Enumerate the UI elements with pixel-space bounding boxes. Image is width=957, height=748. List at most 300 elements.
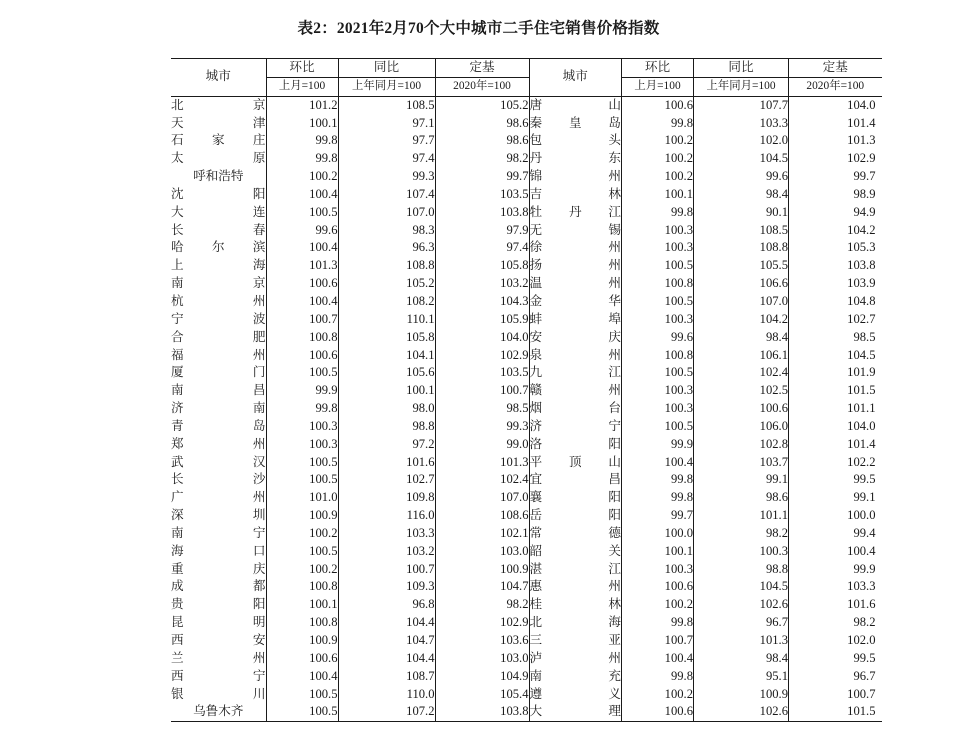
cell-mom: 100.5 xyxy=(266,686,338,704)
table-row xyxy=(171,275,529,293)
cell-base: 105.8 xyxy=(435,257,529,275)
cell-yoy: 102.7 xyxy=(338,471,435,489)
city-name: 天津 xyxy=(171,115,266,130)
table-row xyxy=(171,703,529,721)
cell-city xyxy=(171,204,266,222)
cell-yoy: 105.6 xyxy=(338,364,435,382)
cell-base: 102.0 xyxy=(847,633,876,647)
table-row xyxy=(171,614,529,632)
cell-yoy: 97.4 xyxy=(338,150,435,168)
cell-city xyxy=(171,650,266,668)
cell-mom: 100.0 xyxy=(622,525,694,543)
cell-yoy: 103.3 xyxy=(694,115,789,133)
cell-yoy: 107.0 xyxy=(694,293,789,311)
table-row xyxy=(171,507,529,525)
cell-mom: 100.1 xyxy=(622,186,694,204)
cell-city xyxy=(530,686,622,704)
cell-base: 105.3 xyxy=(847,240,876,255)
cell-mom: 100.7 xyxy=(622,632,694,650)
cell-base: 97.4 xyxy=(435,239,529,257)
table-row xyxy=(530,418,882,436)
city-name: 惠州 xyxy=(529,579,621,594)
table-row xyxy=(530,525,882,543)
cell-base: 101.3 xyxy=(435,454,529,472)
cell-yoy: 102.5 xyxy=(694,382,789,400)
table-row xyxy=(171,596,529,614)
cell-mom: 100.6 xyxy=(266,347,338,365)
cell-mom: 100.4 xyxy=(266,668,338,686)
table-row xyxy=(171,471,529,489)
cell-yoy: 107.0 xyxy=(338,204,435,222)
city-name: 遵义 xyxy=(529,686,621,701)
cell-yoy: 96.8 xyxy=(338,596,435,614)
cell-mom: 99.8 xyxy=(622,489,694,507)
cell-yoy: 110.1 xyxy=(338,311,435,329)
cell-yoy: 102.4 xyxy=(694,364,789,382)
cell-city xyxy=(171,293,266,311)
cell-city xyxy=(171,96,266,114)
cell-base: 105.4 xyxy=(435,686,529,704)
cell-yoy: 108.8 xyxy=(338,257,435,275)
cell-mom: 101.3 xyxy=(266,257,338,275)
table-row xyxy=(171,96,529,114)
cell-city xyxy=(530,454,622,472)
cell-city xyxy=(171,454,266,472)
city-name: 三亚 xyxy=(529,633,621,647)
cell-mom: 99.8 xyxy=(622,614,694,632)
cell-yoy: 97.1 xyxy=(338,115,435,133)
city-name: 成都 xyxy=(171,579,266,594)
cell-yoy: 107.2 xyxy=(338,703,435,721)
city-name: 泉州 xyxy=(529,347,621,362)
cell-city xyxy=(171,329,266,347)
cell-yoy: 97.7 xyxy=(338,132,435,150)
cell-city xyxy=(530,400,622,418)
table-row xyxy=(171,489,529,507)
city-name: 襄阳 xyxy=(529,490,621,505)
cell-mom: 99.6 xyxy=(622,329,694,347)
cell-yoy: 107.7 xyxy=(694,96,789,114)
cell-base: 99.5 xyxy=(853,472,876,487)
cell-base: 98.6 xyxy=(435,132,529,150)
city-name: 广州 xyxy=(171,490,266,505)
table-row xyxy=(530,382,882,400)
table-row xyxy=(171,329,529,347)
city-name: 昆明 xyxy=(171,615,266,630)
cell-yoy: 98.2 xyxy=(694,525,789,543)
price-index-table-right xyxy=(530,58,882,722)
cell-city xyxy=(530,364,622,382)
table-row xyxy=(530,115,882,133)
cell-base: 104.8 xyxy=(847,293,876,308)
cell-city xyxy=(171,115,266,133)
cell-city xyxy=(530,507,622,525)
cell-city xyxy=(530,168,622,186)
cell-mom: 99.8 xyxy=(266,132,338,150)
cell-yoy: 109.8 xyxy=(338,489,435,507)
city-name: 呼和浩特 xyxy=(193,169,244,184)
city-name: 韶关 xyxy=(529,543,621,558)
table-row xyxy=(171,418,529,436)
city-name: 宜昌 xyxy=(529,472,621,487)
table-row xyxy=(171,222,529,240)
table-row xyxy=(530,293,882,311)
header-sub-mom-right: 上月=100 xyxy=(622,77,694,96)
cell-mom: 100.6 xyxy=(622,578,694,596)
cell-yoy: 98.6 xyxy=(694,489,789,507)
cell-mom: 100.3 xyxy=(622,382,694,400)
table-header-right xyxy=(530,59,882,97)
cell-base: 104.0 xyxy=(847,418,876,433)
cell-mom: 100.8 xyxy=(622,275,694,293)
cell-base: 100.0 xyxy=(847,508,876,523)
cell-city xyxy=(171,543,266,561)
cell-base: 102.9 xyxy=(435,347,529,365)
table-row xyxy=(530,204,882,222)
cell-mom: 100.9 xyxy=(266,632,338,650)
cell-mom: 100.5 xyxy=(266,543,338,561)
cell-base: 103.2 xyxy=(435,275,529,293)
cell-mom: 100.2 xyxy=(266,525,338,543)
table-row xyxy=(530,632,882,650)
header-sub-base-left: 2020年=100 xyxy=(435,77,529,96)
cell-mom: 100.9 xyxy=(266,507,338,525)
table-row xyxy=(171,364,529,382)
cell-mom: 100.3 xyxy=(622,311,694,329)
cell-base: 102.1 xyxy=(435,525,529,543)
cell-mom: 100.6 xyxy=(622,96,694,114)
table-row xyxy=(530,668,882,686)
cell-city xyxy=(530,115,622,133)
cell-base: 104.0 xyxy=(435,329,529,347)
cell-yoy: 103.3 xyxy=(338,525,435,543)
cell-yoy: 106.1 xyxy=(694,347,789,365)
table-row xyxy=(530,454,882,472)
cell-base: 103.8 xyxy=(435,703,529,721)
cell-mom: 100.1 xyxy=(266,596,338,614)
city-name: 南充 xyxy=(529,668,621,683)
city-name: 吉林 xyxy=(529,186,621,201)
cell-mom: 100.6 xyxy=(622,703,694,721)
cell-city xyxy=(171,471,266,489)
cell-city xyxy=(171,561,266,579)
cell-mom: 100.4 xyxy=(622,650,694,668)
cell-yoy: 104.2 xyxy=(694,311,789,329)
cell-city xyxy=(171,132,266,150)
table-row xyxy=(530,96,882,114)
cell-base: 97.9 xyxy=(435,222,529,240)
cell-base: 102.7 xyxy=(847,311,876,326)
cell-base: 101.6 xyxy=(847,597,876,612)
city-name: 兰州 xyxy=(171,650,266,665)
table-row xyxy=(530,436,882,454)
cell-base: 98.9 xyxy=(853,186,876,201)
city-name: 太原 xyxy=(171,151,266,166)
table-row xyxy=(171,293,529,311)
cell-city xyxy=(171,686,266,704)
cell-city xyxy=(171,668,266,686)
cell-mom: 100.5 xyxy=(266,454,338,472)
cell-mom: 100.7 xyxy=(266,311,338,329)
cell-base: 98.5 xyxy=(435,400,529,418)
city-name: 南昌 xyxy=(171,383,266,398)
table-row xyxy=(530,543,882,561)
cell-yoy: 104.4 xyxy=(338,650,435,668)
cell-mom: 100.2 xyxy=(622,168,694,186)
cell-city xyxy=(171,418,266,436)
city-name: 秦皇岛 xyxy=(529,115,621,130)
table-row xyxy=(530,222,882,240)
cell-city xyxy=(530,471,622,489)
cell-city xyxy=(530,436,622,454)
table-row xyxy=(530,650,882,668)
cell-city xyxy=(171,525,266,543)
cell-base: 102.9 xyxy=(847,151,876,166)
city-name: 海口 xyxy=(171,543,266,558)
table-row xyxy=(530,400,882,418)
cell-yoy: 105.5 xyxy=(694,257,789,275)
cell-city xyxy=(530,311,622,329)
cell-yoy: 102.6 xyxy=(694,703,789,721)
cell-yoy: 110.0 xyxy=(338,686,435,704)
cell-mom: 100.8 xyxy=(622,347,694,365)
cell-city xyxy=(171,168,266,186)
city-name: 合肥 xyxy=(171,329,266,344)
table-row xyxy=(530,329,882,347)
cell-yoy: 106.6 xyxy=(694,275,789,293)
cell-yoy: 108.5 xyxy=(694,222,789,240)
table-row xyxy=(530,150,882,168)
table-row xyxy=(171,186,529,204)
table-row xyxy=(171,578,529,596)
cell-mom: 100.5 xyxy=(622,418,694,436)
cell-mom: 100.5 xyxy=(622,293,694,311)
cell-mom: 99.8 xyxy=(266,150,338,168)
cell-city xyxy=(530,329,622,347)
cell-mom: 100.2 xyxy=(266,168,338,186)
cell-mom: 99.9 xyxy=(622,436,694,454)
header-group-mom-left: 环比 xyxy=(266,59,338,78)
city-name: 哈尔滨 xyxy=(171,240,266,255)
cell-mom: 100.2 xyxy=(622,686,694,704)
cell-yoy: 105.8 xyxy=(338,329,435,347)
cell-mom: 100.3 xyxy=(266,418,338,436)
cell-city xyxy=(171,632,266,650)
cell-city xyxy=(171,364,266,382)
cell-base: 104.0 xyxy=(789,96,882,114)
cell-mom: 100.3 xyxy=(622,239,694,257)
cell-yoy: 105.2 xyxy=(338,275,435,293)
cell-mom: 100.3 xyxy=(266,436,338,454)
cell-base: 103.6 xyxy=(435,632,529,650)
cell-city xyxy=(530,347,622,365)
cell-base: 103.8 xyxy=(847,258,876,273)
cell-base: 103.5 xyxy=(435,364,529,382)
table-row xyxy=(171,436,529,454)
cell-city xyxy=(530,222,622,240)
table-row xyxy=(530,275,882,293)
cell-mom: 100.2 xyxy=(622,132,694,150)
city-name: 福州 xyxy=(171,347,266,362)
cell-yoy: 109.3 xyxy=(338,578,435,596)
cell-mom: 101.0 xyxy=(266,489,338,507)
table-row xyxy=(530,614,882,632)
cell-yoy: 99.6 xyxy=(694,168,789,186)
cell-base: 94.9 xyxy=(853,204,876,219)
city-name: 长春 xyxy=(171,222,266,237)
cell-yoy: 99.1 xyxy=(694,471,789,489)
cell-base: 102.9 xyxy=(435,614,529,632)
cell-city xyxy=(530,543,622,561)
table-row xyxy=(530,186,882,204)
cell-yoy: 104.5 xyxy=(694,150,789,168)
city-name: 北海 xyxy=(529,615,621,630)
cell-yoy: 108.7 xyxy=(338,668,435,686)
cell-yoy: 98.4 xyxy=(694,329,789,347)
cell-city xyxy=(530,614,622,632)
cell-yoy: 98.0 xyxy=(338,400,435,418)
table-header-left xyxy=(171,59,529,97)
header-group-base-right: 定基 xyxy=(789,59,882,78)
cell-yoy: 102.8 xyxy=(694,436,789,454)
header-sub-yoy-left: 上年同月=100 xyxy=(338,77,435,96)
cell-city xyxy=(530,596,622,614)
cell-yoy: 101.6 xyxy=(338,454,435,472)
cell-base: 104.7 xyxy=(435,578,529,596)
cell-city xyxy=(530,293,622,311)
cell-mom: 100.5 xyxy=(622,364,694,382)
cell-yoy: 103.7 xyxy=(694,454,789,472)
cell-city xyxy=(171,311,266,329)
cell-yoy: 104.7 xyxy=(338,632,435,650)
cell-city xyxy=(530,257,622,275)
city-name: 大连 xyxy=(171,204,266,219)
header-sub-mom-left: 上月=100 xyxy=(266,77,338,96)
cell-yoy: 107.4 xyxy=(338,186,435,204)
cell-base: 101.5 xyxy=(847,383,876,398)
cell-city xyxy=(171,436,266,454)
cell-city xyxy=(530,186,622,204)
table-row xyxy=(171,650,529,668)
cell-city xyxy=(171,382,266,400)
cell-city xyxy=(171,347,266,365)
city-name: 徐州 xyxy=(529,240,621,255)
table-row xyxy=(171,347,529,365)
cell-mom: 100.3 xyxy=(622,400,694,418)
city-name: 西宁 xyxy=(171,668,266,683)
cell-mom: 101.2 xyxy=(266,96,338,114)
cell-mom: 100.8 xyxy=(266,614,338,632)
cell-yoy: 108.2 xyxy=(338,293,435,311)
cell-city xyxy=(171,596,266,614)
cell-mom: 100.6 xyxy=(266,650,338,668)
cell-city xyxy=(530,578,622,596)
cell-yoy: 101.1 xyxy=(694,507,789,525)
cell-yoy: 99.3 xyxy=(338,168,435,186)
city-name: 青岛 xyxy=(171,418,266,433)
table-row xyxy=(171,686,529,704)
cell-base: 99.4 xyxy=(853,525,876,540)
city-name: 岳阳 xyxy=(529,508,621,523)
cell-base: 103.0 xyxy=(435,543,529,561)
city-name: 上海 xyxy=(171,258,266,273)
city-name: 无锡 xyxy=(529,222,621,237)
cell-base: 98.2 xyxy=(435,150,529,168)
cell-city xyxy=(171,703,266,721)
cell-base: 103.0 xyxy=(435,650,529,668)
cell-city xyxy=(171,614,266,632)
cell-mom: 100.6 xyxy=(266,275,338,293)
cell-base: 99.7 xyxy=(853,169,876,184)
table-row xyxy=(530,257,882,275)
cell-base: 99.7 xyxy=(435,168,529,186)
cell-mom: 100.5 xyxy=(266,204,338,222)
cell-city xyxy=(530,489,622,507)
city-name: 九江 xyxy=(529,365,621,380)
table-row xyxy=(530,471,882,489)
cell-base: 103.8 xyxy=(435,204,529,222)
header-row-group-left xyxy=(171,59,529,78)
cell-base: 104.9 xyxy=(435,668,529,686)
header-row-group-right xyxy=(530,59,882,78)
cell-base: 99.1 xyxy=(853,490,876,505)
cell-city xyxy=(171,275,266,293)
cell-mom: 99.9 xyxy=(266,382,338,400)
cell-yoy: 101.3 xyxy=(694,632,789,650)
cell-base: 101.5 xyxy=(789,703,882,721)
cell-mom: 100.2 xyxy=(266,561,338,579)
cell-city xyxy=(171,257,266,275)
cell-mom: 100.5 xyxy=(266,364,338,382)
cell-mom: 100.4 xyxy=(622,454,694,472)
city-name: 温州 xyxy=(529,276,621,291)
city-name: 安庆 xyxy=(529,329,621,344)
cell-base: 101.1 xyxy=(847,401,876,416)
table-body-left xyxy=(171,96,529,722)
cell-yoy: 90.1 xyxy=(694,204,789,222)
city-name: 南京 xyxy=(171,276,266,291)
table-row xyxy=(530,168,882,186)
city-name: 杭州 xyxy=(171,293,266,308)
city-name: 烟台 xyxy=(529,401,621,416)
cell-city xyxy=(530,418,622,436)
city-name: 平顶山 xyxy=(529,454,621,469)
cell-yoy: 106.0 xyxy=(694,418,789,436)
cell-yoy: 98.8 xyxy=(694,561,789,579)
header-sub-base-right: 2020年=100 xyxy=(806,79,865,92)
cell-mom: 99.8 xyxy=(622,204,694,222)
cell-mom: 99.8 xyxy=(622,471,694,489)
cell-base: 99.9 xyxy=(853,561,876,576)
header-city-right: 城市 xyxy=(530,59,622,97)
cell-yoy: 102.6 xyxy=(694,596,789,614)
header-city-left: 城市 xyxy=(171,59,266,97)
table-row xyxy=(171,311,529,329)
cell-base: 103.5 xyxy=(435,186,529,204)
cell-city xyxy=(171,578,266,596)
city-name: 丹东 xyxy=(529,151,621,166)
city-name: 宁波 xyxy=(171,311,266,326)
cell-mom: 99.8 xyxy=(622,115,694,133)
city-name: 南宁 xyxy=(171,525,266,540)
table-row xyxy=(530,347,882,365)
header-group-mom-right: 环比 xyxy=(622,59,694,78)
cell-base: 101.4 xyxy=(847,115,876,130)
city-name: 长沙 xyxy=(171,472,266,487)
cell-city xyxy=(171,186,266,204)
table-row xyxy=(171,239,529,257)
city-name: 乌鲁木齐 xyxy=(193,704,244,719)
